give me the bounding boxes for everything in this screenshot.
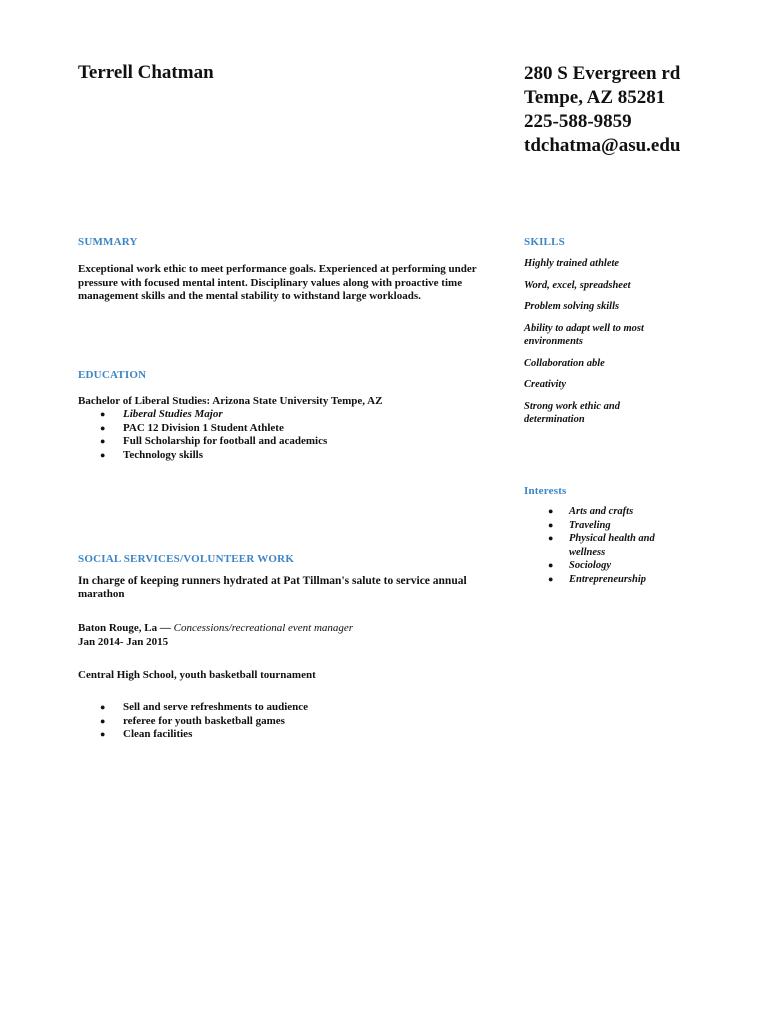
volunteer-heading: SOCIAL SERVICES/VOLUNTEER WORK [78,553,295,565]
skill-item: Collaboration able [524,357,605,369]
event-line: Central High School, youth basketball tournament [78,669,316,681]
education-item: ● Technology skills [100,448,203,461]
interest-item: ● Entrepreneurship [548,573,647,585]
education-item: ● PAC 12 Division 1 Student Athlete [100,421,284,434]
interest-item: ● Traveling [548,519,611,531]
summary-heading: SUMMARY [78,236,138,248]
skill-item: Problem solving skills [524,301,620,312]
skills-heading: SKILLS [524,236,565,248]
education-item: ● Full Scholarship for football and academics [100,435,328,447]
address-line-1: 280 S Evergreen rd [524,63,681,84]
duty-item: ● Sell and serve refreshments to audience [100,701,309,713]
education-heading: EDUCATION [78,369,147,381]
skill-item: Highly trained athlete [524,258,620,269]
skills-list [524,257,674,435]
skill-item: Ability to adapt well to most environments [524,322,644,347]
volunteer-line-1: In charge of keeping runners hydrated at Pat Tillman's salute to service annual [78,575,467,587]
job-dates: Jan 2014- Jan 2015 [78,636,169,648]
bullet-icon: ● [548,519,554,530]
skill-item: Strong work ethic and determination [524,400,620,425]
bullet-icon: ● [100,436,106,446]
address-line-2: Tempe, AZ 85281 [524,87,666,108]
summary-text: Exceptional work ethic to meet performance goals. Experienced at performing under pressure with focused mental intent. Disciplinary values along with proactive time management skills and the mental stability to withstand large workloads. [78,263,477,302]
education-list [78,408,327,462]
bullet-icon: ● [548,573,554,584]
bullet-icon: ● [100,449,106,460]
bullet-icon: ● [548,560,554,570]
bullet-icon: ● [100,715,106,726]
job-title: Concessions/recreational event manager [173,622,354,634]
interest-item: ● Arts and crafts [548,506,634,517]
interest-item: ● Sociology [548,560,611,571]
interest-item: ● Physical health and wellness [548,533,655,558]
contact-block [524,62,681,158]
bullet-icon: ● [548,533,554,543]
applicant-name: Terrell Chatman [78,62,214,83]
skill-item: Word, excel, spreadsheet [524,279,631,291]
interests-heading: Interests [524,485,567,497]
bullet-icon: ● [100,729,106,739]
job-line [78,622,353,636]
degree-line: Bachelor of Liberal Studies: Arizona State University Tempe, AZ [78,395,383,407]
duty-item: ● referee for youth basketball games [100,714,285,727]
bullet-icon: ● [100,422,106,433]
bullet-icon: ● [100,702,106,712]
interests-list [524,505,669,586]
skill-item: Creativity [524,379,566,390]
bullet-icon: ● [100,409,106,419]
duties-list [78,701,308,742]
phone-number: 225-588-9859 [524,111,632,132]
job-location: Baton Rouge, La — [78,622,174,634]
duty-item: ● Clean facilities [100,728,193,740]
bullet-icon: ● [548,506,554,516]
education-item: ● Liberal Studies Major [100,408,223,420]
email-address: tdchatma@asu.edu [524,135,681,156]
volunteer-line-2: marathon [78,588,125,600]
